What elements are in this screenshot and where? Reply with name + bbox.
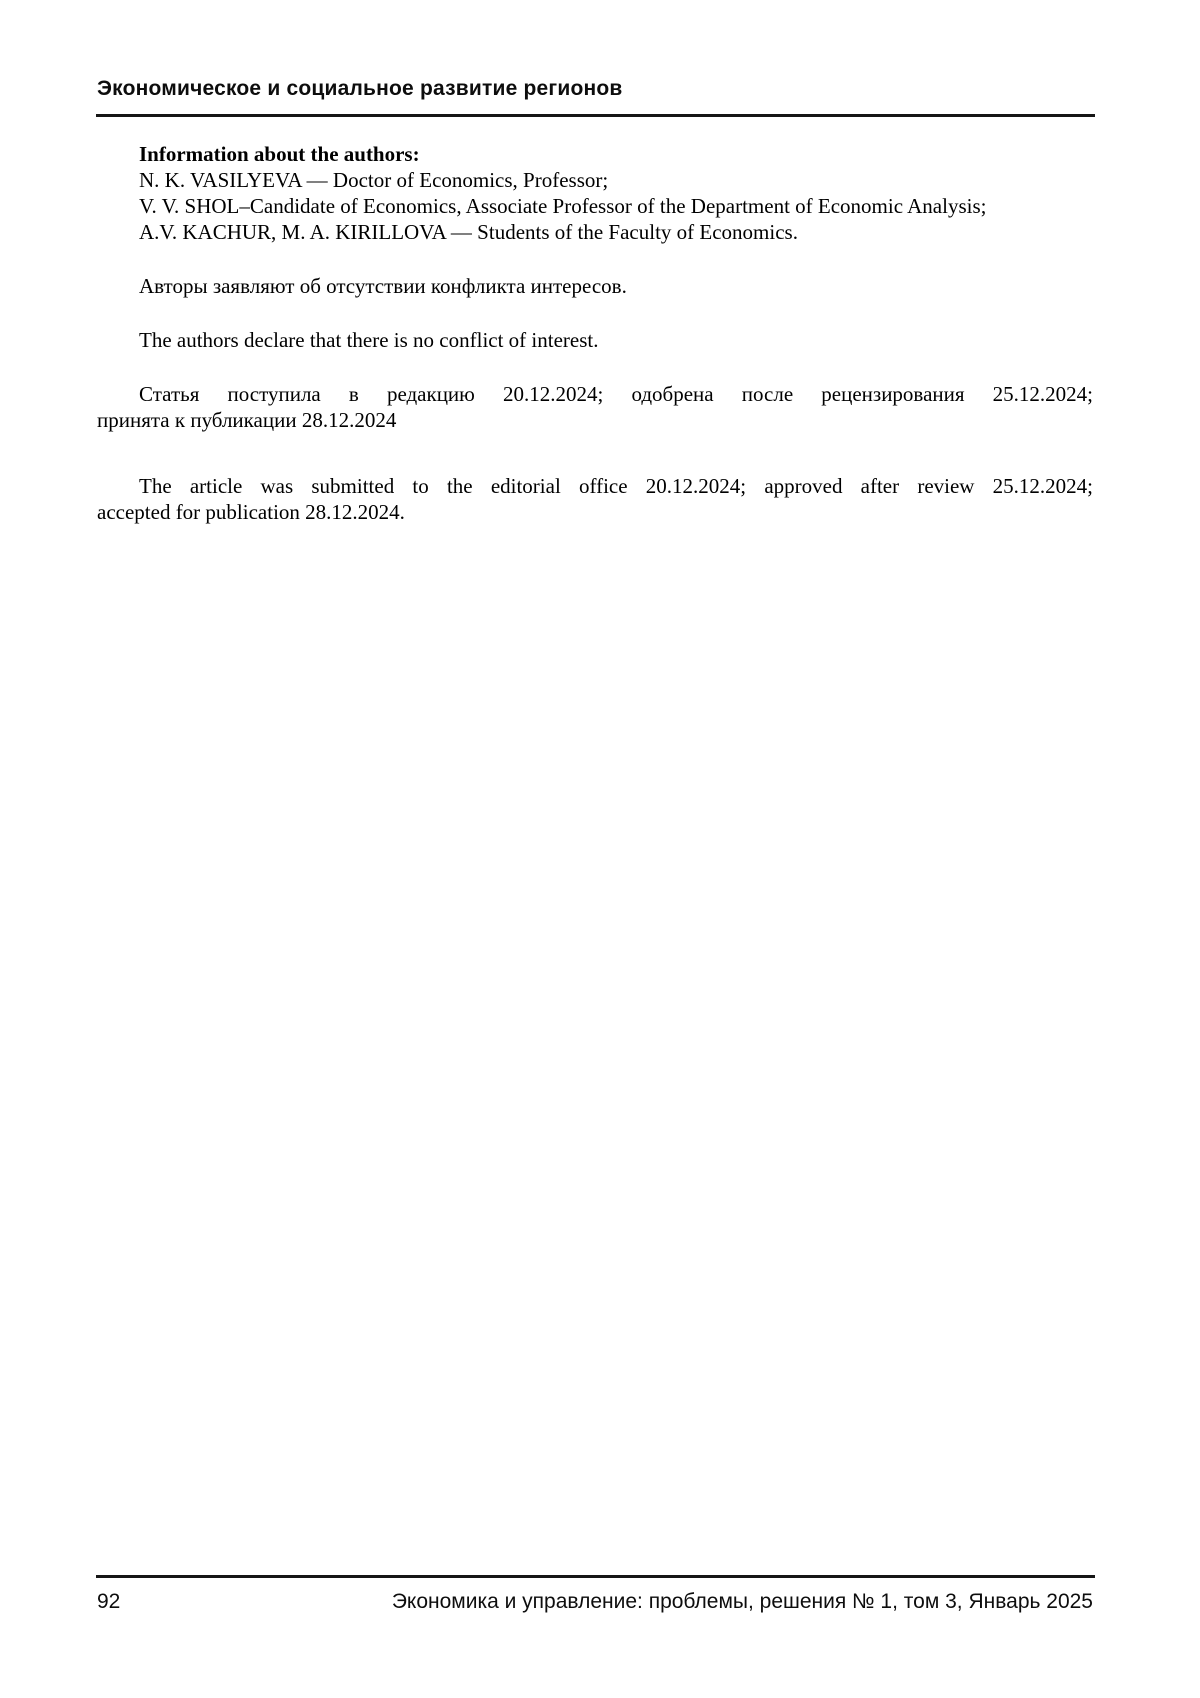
author-line-vasilyeva: N. K. VASILYEVA — Doctor of Economics, Professor; (139, 168, 609, 192)
header-rule (96, 114, 1095, 117)
page-content (97, 141, 1093, 525)
submission-note-ru-line-2: принята к публикации 28.12.2024 (97, 408, 397, 432)
submission-note-ru (97, 381, 1093, 433)
author-line-shol: V. V. SHOL–Candidate of Economics, Associate Professor of the Department of Economic Analysis; (139, 194, 987, 218)
submission-note-en (97, 473, 1093, 525)
info-about-authors-heading: Information about the authors: (139, 142, 420, 166)
page-footer (97, 1589, 1093, 1615)
submission-note-ru-line-1: Статья поступила в редакцию 20.12.2024; одобрена после рецензирования 25.12.2024; (139, 382, 1093, 406)
running-head-title: Экономическое и социальное развитие регионов (97, 77, 623, 100)
author-line-kachur-kirillova: A.V. KACHUR, M. A. KIRILLOVA — Students of the Faculty of Economics. (139, 220, 798, 244)
submission-note-en-line-1: The article was submitted to the editorial office 20.12.2024; approved after review 25.12.2024; (139, 474, 1093, 498)
submission-note-en-line-2: accepted for publication 28.12.2024. (97, 500, 405, 524)
page-number: 92 (97, 1590, 121, 1613)
conflict-statement-en: The authors declare that there is no conflict of interest. (139, 328, 599, 352)
journal-issue-line: Экономика и управление: проблемы, решения № 1, том 3, Январь 2025 (391, 1590, 1093, 1613)
footer-rule (96, 1575, 1095, 1578)
conflict-statement-ru: Авторы заявляют об отсутствии конфликта интересов. (139, 274, 627, 298)
